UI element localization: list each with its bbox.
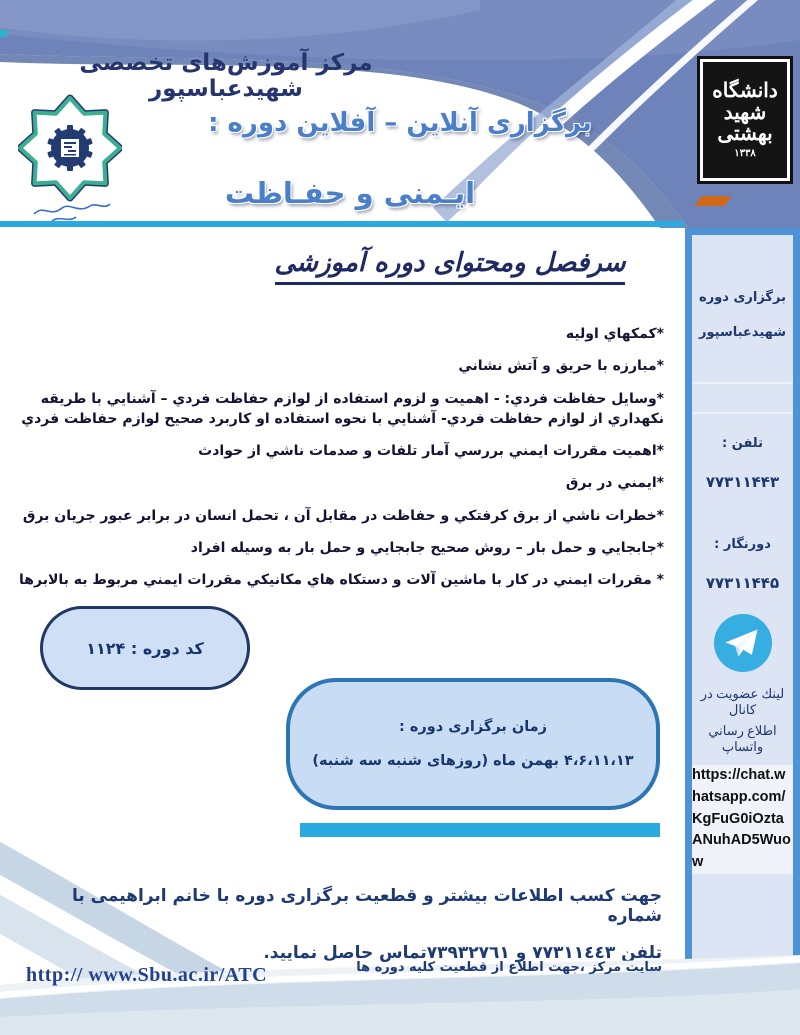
syllabus-item: *اهميت مقررات ايمني بررسي آمار تلفات و صدمات ناشي از حوادث — [198, 443, 664, 460]
syllabus-item: *جابجايي و حمل بار – روش صحيح جابجايي و حمل بار به وسيله افراد — [190, 540, 664, 557]
site-url-link[interactable]: http:// www.Sbu.ac.ir/ATC — [26, 964, 268, 986]
syllabus-item: * مقررات ايمني در كار با ماشين آلات و دستكاه هاي مكانيكي مقررات ايمني مربوط به بالابرها — [19, 572, 664, 589]
site-note: سایت مرکز ،جهت اطلاع از قطعیت کلیه دوره ها — [356, 960, 662, 975]
phone-number: ۷۷۳۱۱۴۴۳ — [705, 473, 780, 491]
phone-label: تلفن : — [722, 436, 763, 451]
university-logo-text: بهشتی — [717, 121, 773, 146]
syllabus-list — [12, 324, 664, 603]
fax-label: دورنگار : — [714, 537, 771, 552]
training-center-logo — [18, 94, 122, 230]
info-sidebar — [685, 228, 800, 985]
course-code-label: کد دوره : ۱۱۲۴ — [86, 638, 204, 658]
telegram-icon[interactable] — [714, 614, 772, 676]
channel-note-line1: لینك عضویت در كانال — [700, 686, 785, 718]
sidebar-organizer-line1: برگزاری دوره — [699, 290, 786, 305]
contact-line1: جهت کسب اطلاعات بیشتر و قطعیت برگزاری دوره با خانم ابراهیمی با شماره — [71, 886, 662, 926]
university-logo — [697, 56, 793, 184]
schedule-dates: ۴،۶،۱۱،۱۳ بهمن ماه (روزهای شنبه سه شنبه) — [312, 753, 634, 769]
university-logo-text: دانشگاه — [712, 78, 778, 103]
syllabus-item: *وسايل حفاظت فردي: - اهميت و لزوم استفاده از لوازم حفاظت فردي – آشنايي با طريقه نكهداري از لوازم حفاظت فردي- آشنايي با نحوه استفاده او كاربرد صحيح لوازم حفاظت فردي — [21, 390, 664, 427]
contact-info — [50, 886, 662, 963]
schedule-separator-bar — [300, 823, 660, 837]
syllabus-item: *ايمني در برق — [565, 475, 664, 492]
fax-number: ۷۷۳۱۱۴۴۵ — [705, 574, 780, 592]
sidebar-organizer-line2: شهیدعباسپور — [699, 325, 786, 340]
delivery-mode-subtitle: برگزاری آنلاین – آفلاین دوره : — [208, 108, 592, 138]
signature-scribble — [34, 204, 110, 221]
octagram-gear-icon — [18, 94, 122, 226]
center-name-title: مرکز آموزش‌های تخصصی شهیدعباسپور — [79, 50, 373, 102]
schedule-badge — [286, 678, 660, 810]
schedule-label: زمان برگزاری دوره : — [399, 719, 547, 735]
syllabus-item: *كمكهاي اوليه — [565, 326, 664, 342]
course-code-badge — [40, 606, 250, 690]
contact-line2: تلفن ٧٧٣١١٤٤٣ و ٧٣٩٣٢٧٦١تماس حاصل نمایید. — [263, 943, 662, 963]
syllabus-item: *مبارزه با حريق و آتش نشاني — [458, 358, 664, 375]
whatsapp-link[interactable]: https://chat.whatsapp.com/KgFuG0iOztaANuhAD5Wuow — [692, 765, 793, 874]
course-title: ایـمنی و حفـاظت — [224, 176, 476, 210]
university-logo-text: شهید — [723, 99, 767, 124]
sidebar-divider — [692, 412, 793, 414]
channel-note-line2: اطلاع رساني واتساپ — [708, 722, 777, 754]
syllabus-item: *خطرات ناشي از برق كرفتكي و حفاظت در مقابل آن ، تحمل انسان در برابر عبور جريان برق — [22, 507, 664, 524]
syllabus-heading: سرفصل ومحتوای دوره آموزشی — [230, 248, 670, 285]
sidebar-divider — [692, 382, 793, 384]
header-separator-line — [0, 221, 684, 227]
university-logo-year: ۱۳۳۸ — [734, 147, 756, 159]
